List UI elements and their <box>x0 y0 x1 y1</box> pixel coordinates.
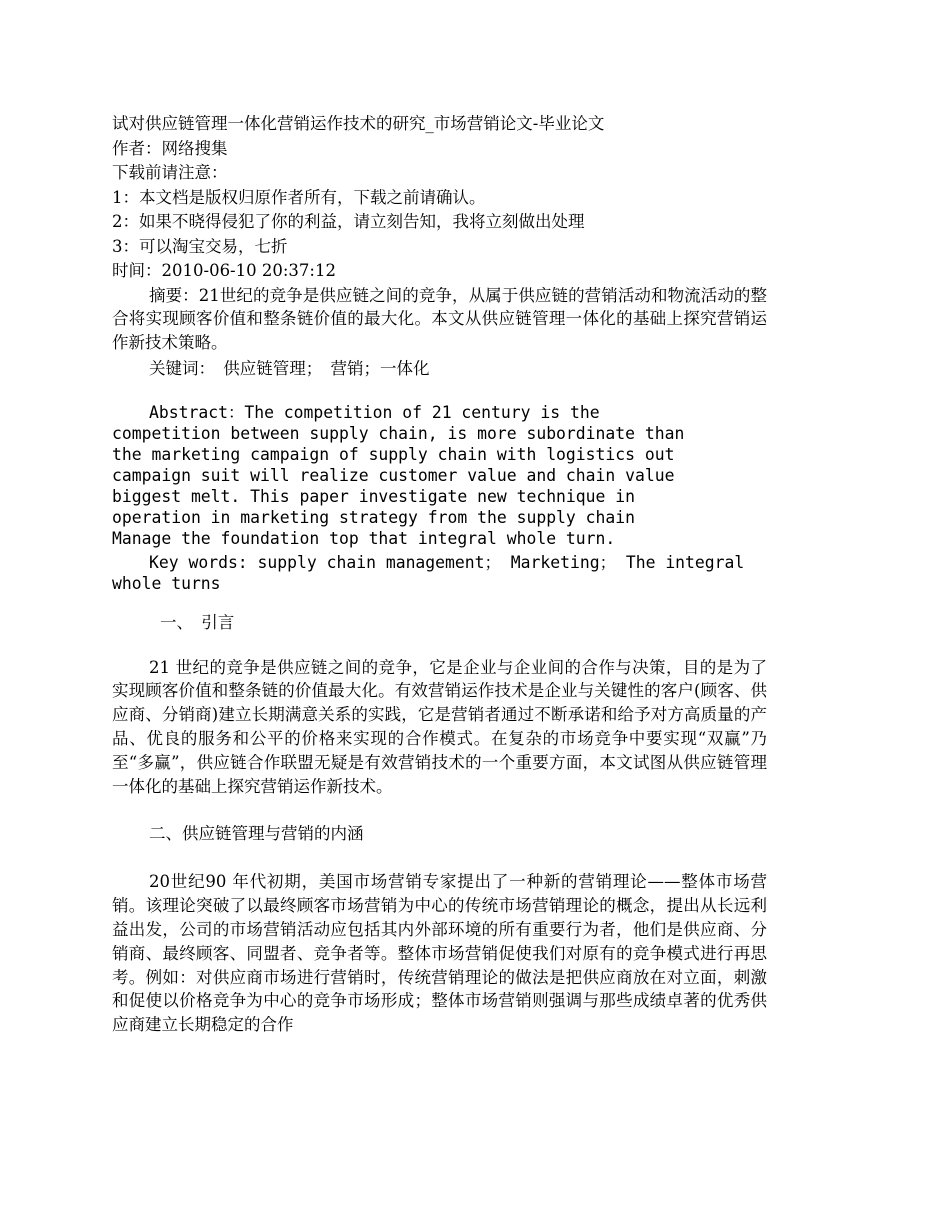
spacer <box>112 846 767 870</box>
notice-item: 2：如果不晓得侵犯了你的利益，请立刻告知，我将立刻做出处理 <box>112 212 585 231</box>
abstract-en: Abstract：The competition of 21 century is the competition between supply chain, is more subordinate than the marketing campaign of supply chain with logistics out campaign suit will realize customer value and chain value biggest melt. This paper investigate new technique in operation in marketing strategy from the supply chain Manage the foundation top that integral whole turn. <box>112 402 685 548</box>
spacer <box>112 381 767 402</box>
abstract-cn: 摘要：21世纪的竞争是供应链之间的竞争，从属于供应链的营销活动和物流活动的整合将实现顾客价值和整条链价值的最大化。本文从供应链管理一体化的基础上探究营销运作新技术策略。 <box>112 285 767 353</box>
spacer <box>112 798 767 822</box>
spacer <box>112 635 767 656</box>
section-heading-connotation: 二、供应链管理与营销的内涵 <box>149 824 364 844</box>
keywords-en: Key words: supply chain management； Marketing； The integral whole turns <box>112 552 745 593</box>
keywords-cn: 关键词： 供应链管理； 营销；一体化 <box>149 358 430 378</box>
section-body-connotation: 20世纪90 年代初期，美国市场营销专家提出了一种新的营销理论——整体市场营销。该理论突破了以最终顾客市场营销为中心的传统市场营销理论的概念，提出从长远利益出发，公司的市场营销活动应包括其内外部环境的所有重要行为者，他们是供应商、分销商、最终顾客、同盟者、竞争者等。整体市场营销促使我们对原有的竞争模式进行再思考。例如：对供应商市场进行营销时，传统营销理论的做法是把供应商放在对立面，刺激和促使以价格竞争为中心的竞争市场形成；整体市场营销则强调与那些成绩卓著的优秀供应商建立长期稳定的合作 <box>112 872 767 1035</box>
section-body-introduction: 21 世纪的竞争是供应链之间的竞争，它是企业与企业间的合作与决策，目的是为了实现顾客价值和整条链的价值最大化。有效营销运作技术是企业与关键性的客户(顾客、供应商、分销商)建立长期满意关系的实践，它是营销者通过不断承诺和给予对方高质量的产品、优良的服务和公平的价格来实现的合作模式。在复杂的市场竞争中要实现“双赢”乃至“多赢”，供应链合作联盟无疑是有效营销技术的一个重要方面，本文试图从供应链管理一体化的基础上探究营销运作新技术。 <box>112 657 767 796</box>
section-heading-introduction: 一、 引言 <box>160 612 235 632</box>
document-title: 试对供应链管理一体化营销运作技术的研究_市场营销论文-毕业论文 <box>112 114 605 133</box>
notice-title: 下载前请注意： <box>112 163 228 182</box>
publish-time: 时间：2010-06-10 20:37:12 <box>112 261 336 280</box>
notice-item: 1：本文档是版权归原作者所有，下载之前请确认。 <box>112 187 486 207</box>
document-page <box>112 112 767 1037</box>
notice-item: 3：可以淘宝交易，七折 <box>112 236 288 256</box>
author-line: 作者：网络搜集 <box>112 138 228 158</box>
